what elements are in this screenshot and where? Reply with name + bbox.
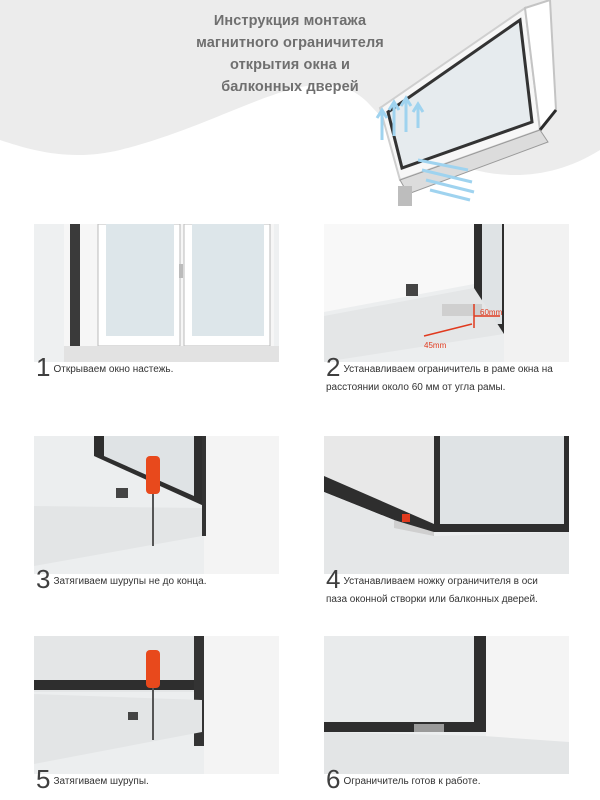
step-text: Открываем окно настежь. bbox=[53, 364, 174, 375]
step-caption bbox=[36, 352, 286, 382]
step-text: Ограничитель готов к работе. bbox=[343, 776, 481, 787]
screwdriver-icon bbox=[146, 456, 160, 494]
header bbox=[0, 0, 600, 215]
step-photo bbox=[34, 224, 279, 362]
title-line: Инструкция монтажа bbox=[213, 13, 367, 29]
page-title bbox=[165, 10, 415, 98]
step-text: Затягиваем шурупы не до конца. bbox=[53, 576, 207, 587]
step-number: 3 bbox=[36, 564, 51, 594]
step-text-line2: расстоянии около 60 мм от угла рамы. bbox=[326, 382, 506, 393]
title-line: открытия окна и bbox=[230, 57, 350, 73]
step-caption bbox=[36, 564, 286, 594]
step-photo bbox=[324, 436, 569, 574]
step-number: 4 bbox=[326, 564, 341, 594]
step-text: Затягиваем шурупы. bbox=[53, 776, 149, 787]
magnet-icon bbox=[402, 514, 410, 522]
step-text: Устанавливаем ножку ограничителя в оси bbox=[343, 576, 538, 587]
step-photo bbox=[324, 636, 569, 774]
step-caption bbox=[326, 352, 576, 397]
dimension-45: 45mm bbox=[424, 341, 447, 350]
step-number: 1 bbox=[36, 352, 51, 382]
step-text: Устанавливаем ограничитель в раме окна на bbox=[343, 364, 553, 375]
title-line: балконных дверей bbox=[221, 79, 359, 95]
title-line: магнитного ограничителя bbox=[196, 35, 384, 51]
step-caption bbox=[326, 764, 576, 794]
step-number: 5 bbox=[36, 764, 51, 794]
step-photo bbox=[34, 636, 279, 774]
step-caption bbox=[36, 764, 286, 794]
step-text-line2: паза оконной створки или балконных дверей. bbox=[326, 594, 538, 605]
step-caption bbox=[326, 564, 576, 609]
step-photo bbox=[324, 224, 569, 362]
step-number: 6 bbox=[326, 764, 341, 794]
step-number: 2 bbox=[326, 352, 341, 382]
step-photo bbox=[34, 436, 279, 574]
screwdriver-icon bbox=[146, 650, 160, 688]
dimension-60: 60mm bbox=[480, 308, 503, 317]
